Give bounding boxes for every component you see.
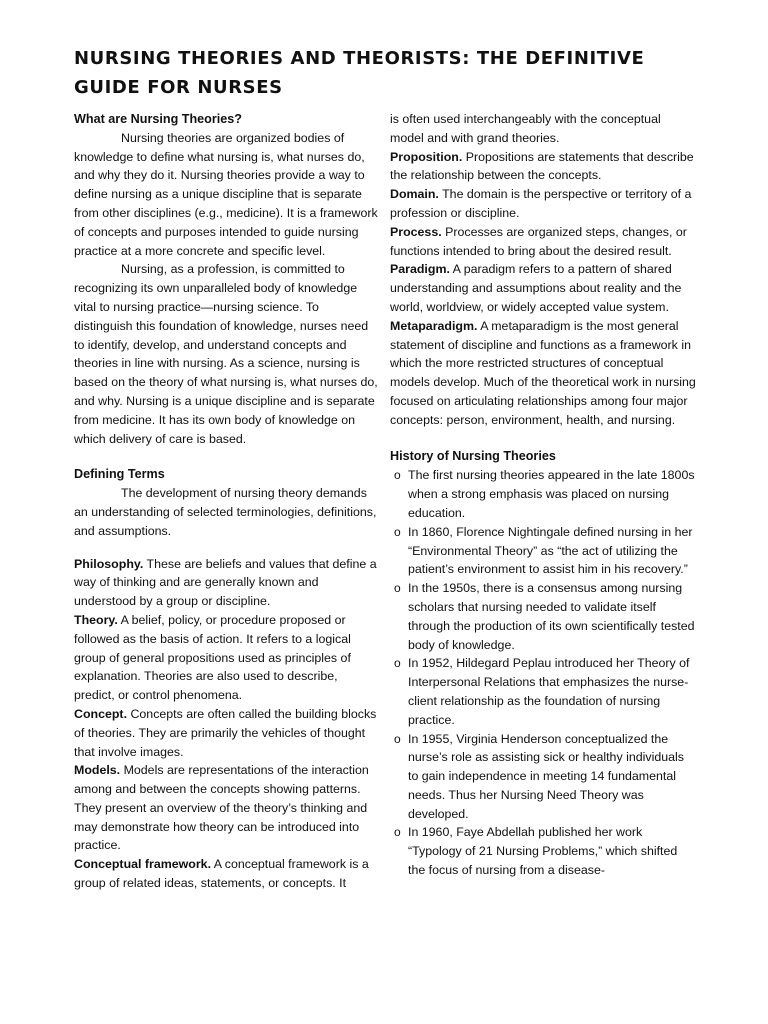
left-column xyxy=(74,110,378,893)
term-label: Metaparadigm. xyxy=(390,318,478,333)
term-definition xyxy=(390,317,696,430)
term-text: A paradigm refers to a pattern of shared understanding and assumptions about reality and the world, worldview, or widely accepted value system. xyxy=(390,262,682,314)
term-definition xyxy=(390,223,696,261)
term-text: Processes are organized steps, changes, or functions intended to bring about the desired result. xyxy=(390,224,687,258)
term-definition xyxy=(74,761,378,855)
term-label: Process. xyxy=(390,224,442,239)
right-column xyxy=(390,110,696,880)
term-text: Concepts are often called the building blocks of theories. They are primarily the vehicles of thought that involve images. xyxy=(74,706,377,759)
term-text: A metaparadigm is the most general statement of discipline and functions as a framework in which the more restricted structures of conceptual models develop. Much of the theoretical work in nursing focused on articulating relationships among four major concepts: person, environment, health, and nursing. xyxy=(390,318,696,427)
term-label: Paradigm. xyxy=(390,262,450,277)
section-heading-nursing-theories: What are Nursing Theories? xyxy=(74,112,242,126)
history-list-item: o In 1955, Virginia Henderson conceptualized the nurse’s role as assisting sick or healthy individuals to gain independence in meeting 14 fundamental needs. Thus her Nursing Need Theory was developed. xyxy=(390,730,696,824)
term-text: The domain is the perspective or territory of a profession or discipline. xyxy=(390,187,692,220)
history-list-item: o In 1960, Faye Abdellah published her work “Typology of 21 Nursing Problems,” which shifted the focus of nursing from a disease- xyxy=(390,823,696,879)
term-label: Philosophy. xyxy=(74,556,144,571)
term-definition xyxy=(74,611,378,705)
history-list-item: o In 1860, Florence Nightingale defined nursing in her “Environmental Theory” as “the act of utilizing the patient’s environment to assist him in his recovery.” xyxy=(390,523,696,579)
term-label: Models. xyxy=(74,763,121,778)
paragraph-continuation: is often used interchangeably with the conceptual model and with grand theories. xyxy=(390,112,661,145)
term-text: Models are representations of the interaction among and between the concepts showing patterns. They present an overview of the theory’s thinking and may demonstrate how theory can be introduced into practice. xyxy=(74,763,369,853)
term-label: Concept. xyxy=(74,706,128,721)
history-list-item: o In 1952, Hildegard Peplau introduced her Theory of Interpersonal Relations that emphasizes the nurse-client relationship as the foundation of nursing practice. xyxy=(390,654,696,729)
paragraph: The development of nursing theory demands an understanding of selected terminologies, definitions, and assumptions. xyxy=(74,486,377,538)
term-definition xyxy=(74,855,378,893)
term-definition xyxy=(390,185,696,223)
term-definition xyxy=(390,148,696,186)
term-label: Theory. xyxy=(74,612,118,627)
paragraph: Nursing theories are organized bodies of knowledge to define what nursing is, what nurses do, and why they do it. Nursing theories provide a way to define nursing as a unique discipline that is separate from other disciplines (e.g., medicine). It is a framework of concepts and purposes intended to guide nursing practice at a more concrete and specific level. xyxy=(74,130,378,258)
history-list-item: o The first nursing theories appeared in the late 1800s when a strong emphasis was placed on nursing education. xyxy=(390,466,696,522)
term-label: Domain. xyxy=(390,187,439,202)
section-heading-history: History of Nursing Theories xyxy=(390,448,556,463)
paragraph: Nursing, as a profession, is committed to recognizing its own unparalleled body of knowledge vital to nursing practice—nursing science. To distinguish this foundation of knowledge, nurses need to identify, develop, and understand concepts and theories in line with nursing. As a science, nursing is based on the theory of what nursing is, what nurses do, and why. Nursing is a unique discipline and is separate from medicine. It has its own body of knowledge on which delivery of care is based. xyxy=(74,262,378,446)
history-list-item: o In the 1950s, there is a consensus among nursing scholars that nursing needed to validate itself through the production of its own scientifically tested body of knowledge. xyxy=(390,579,696,654)
term-definition xyxy=(390,260,696,316)
history-list xyxy=(390,466,696,880)
term-label: Proposition. xyxy=(390,149,463,164)
term-text: A conceptual framework is a group of related ideas, statements, or concepts. It xyxy=(74,857,369,891)
page-title: NURSING THEORIES AND THEORISTS: THE DEFINITIVE GUIDE FOR NURSES xyxy=(74,48,645,98)
term-definition xyxy=(74,705,378,761)
term-label: Conceptual framework. xyxy=(74,857,212,872)
section-heading-defining-terms: Defining Terms xyxy=(74,467,165,482)
term-definition xyxy=(74,555,378,611)
term-text: These are beliefs and values that define a way of thinking and are generally known and understood by a group or discipline. xyxy=(74,556,377,609)
term-text: Propositions are statements that describe the relationship between the concepts. xyxy=(390,149,694,183)
term-text: A belief, policy, or procedure proposed or followed as the basis of action. It refers to a logical group of general propositions used as principles of explanation. Theories are also used to describe, predict, or control phenomena. xyxy=(74,612,351,703)
